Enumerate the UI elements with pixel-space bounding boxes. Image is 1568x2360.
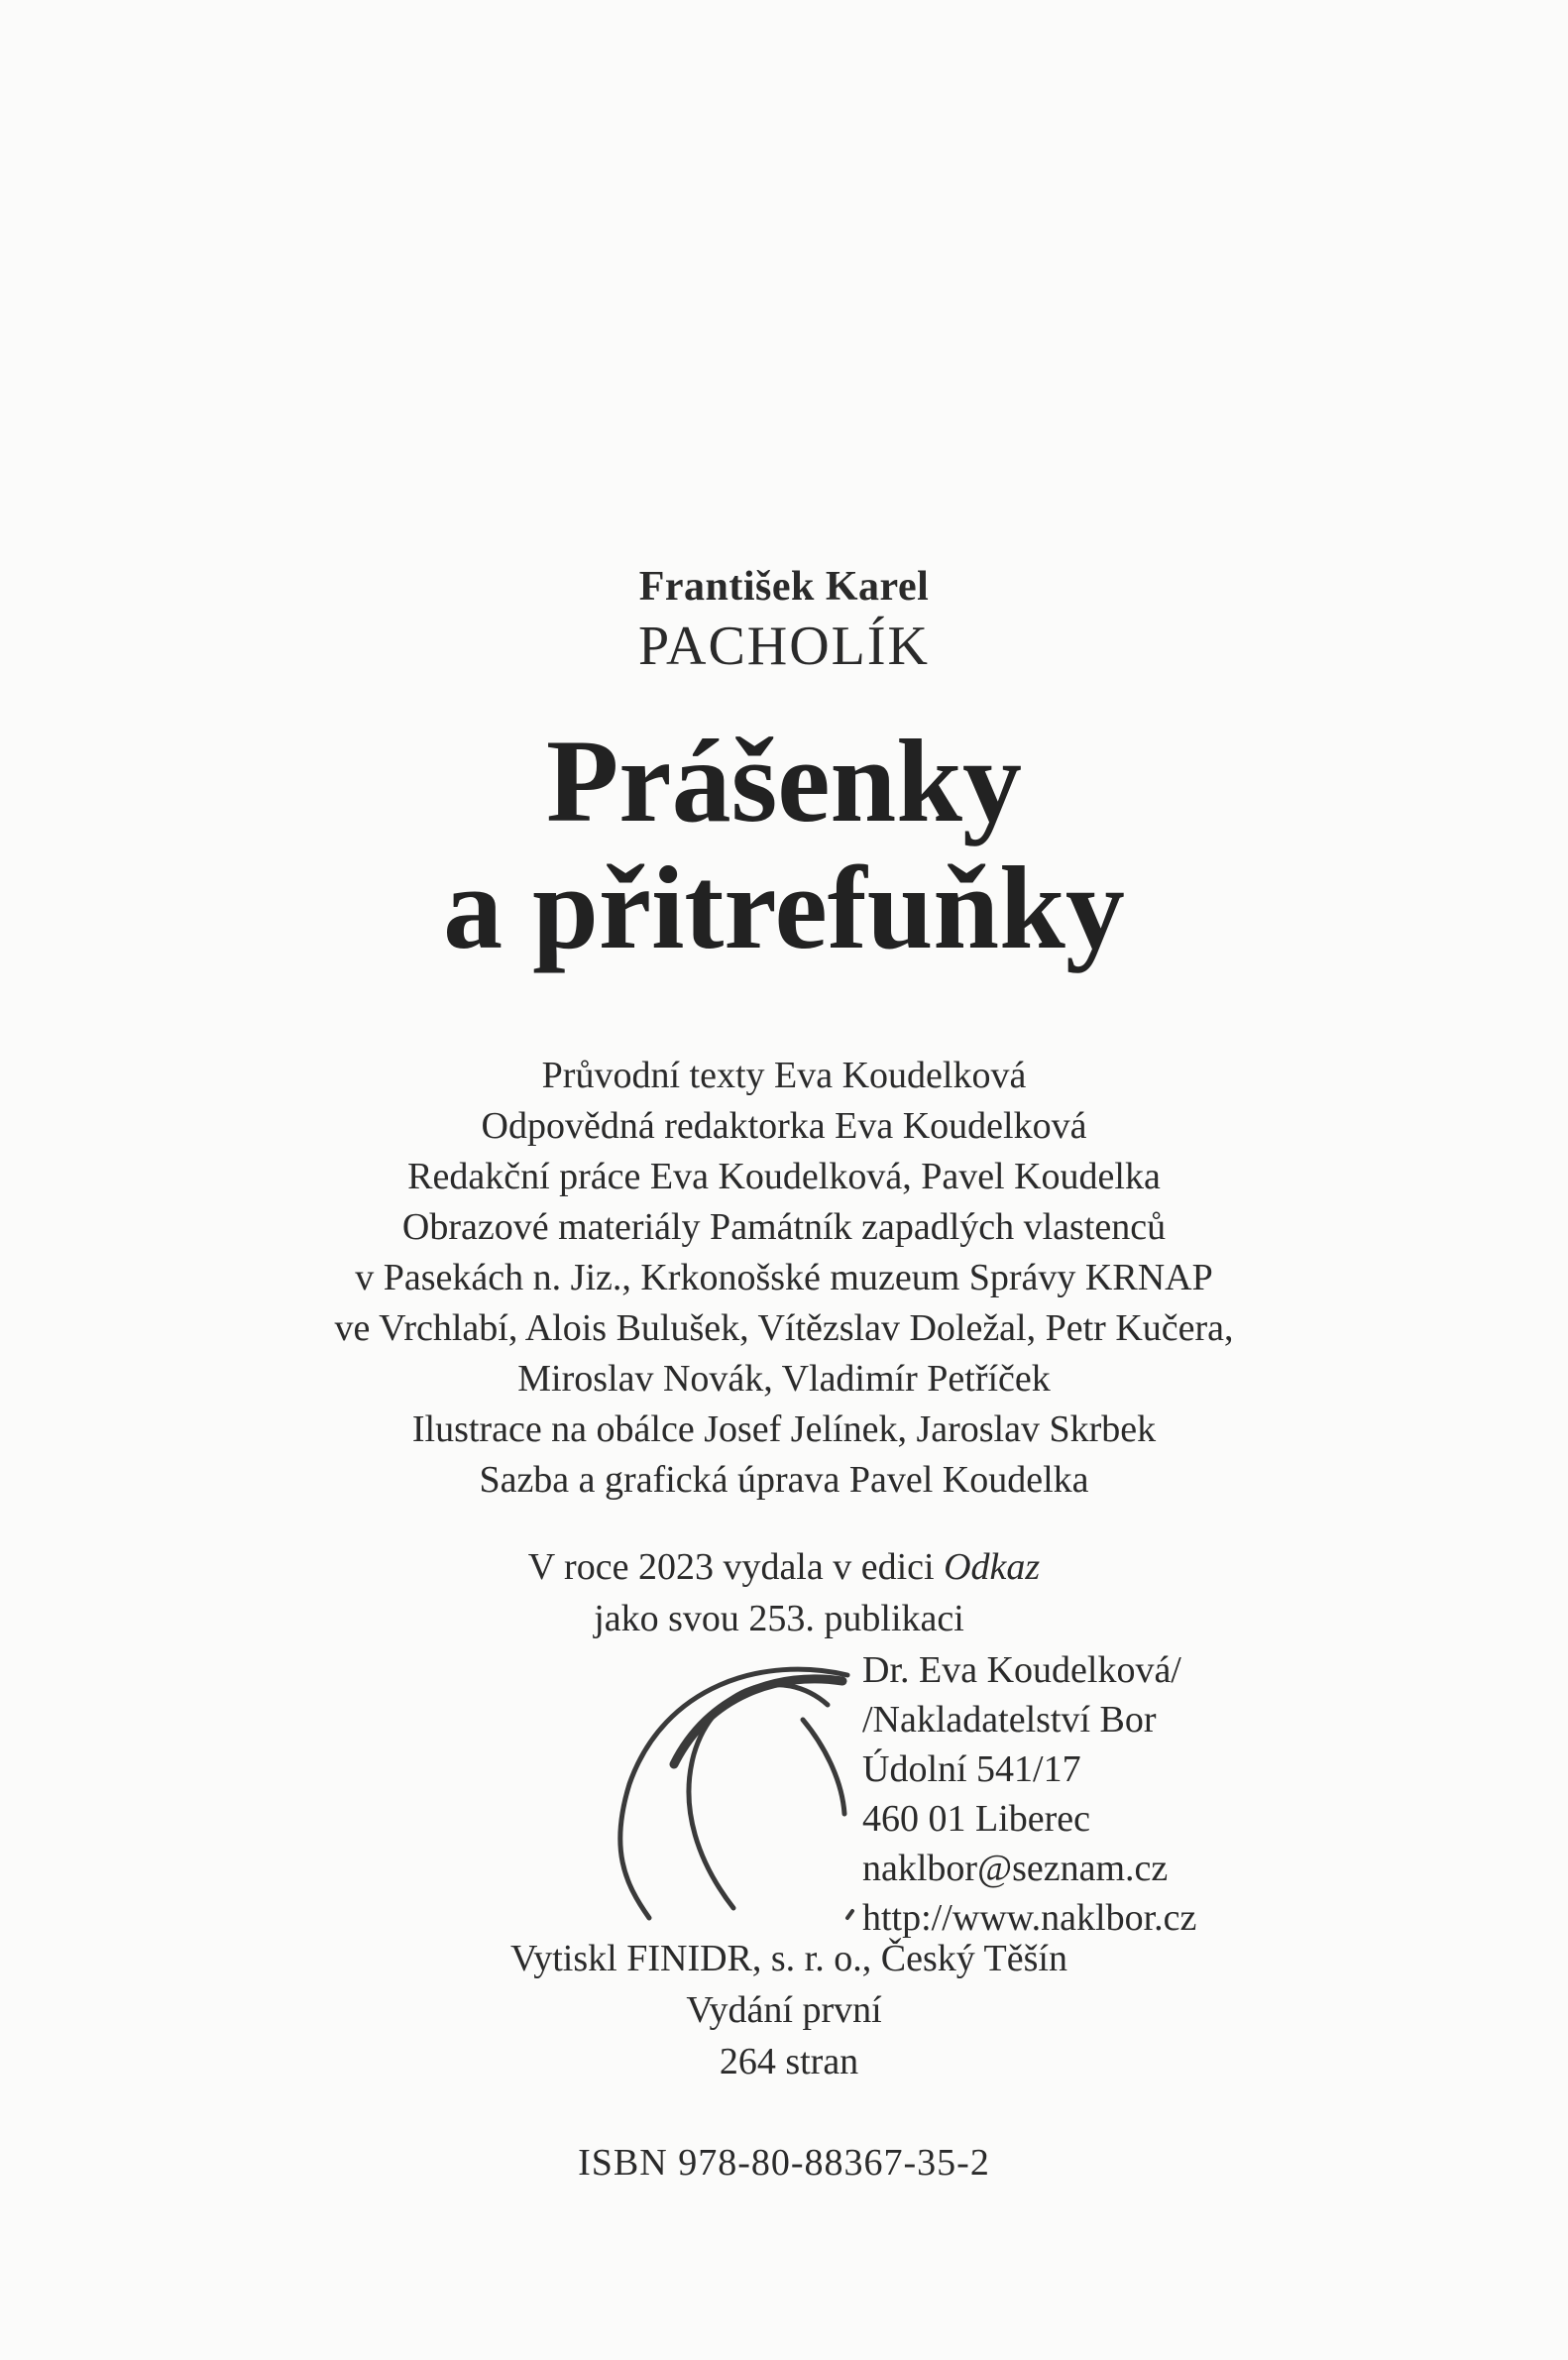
printer-info bbox=[0, 1933, 1568, 2087]
credit-line: Miroslav Novák, Vladimír Petříček bbox=[517, 1358, 1051, 1400]
edition-line-1 bbox=[0, 1541, 1568, 1593]
publisher-email: naklbor@seznam.cz bbox=[862, 1848, 1169, 1889]
publisher-line: 460 01 Liberec bbox=[862, 1798, 1091, 1840]
publisher-line: Dr. Eva Koudelková/ bbox=[862, 1649, 1181, 1691]
publisher-website: http://www.naklbor.cz bbox=[862, 1897, 1197, 1939]
edition-series-name: Odkaz bbox=[944, 1546, 1041, 1588]
author-first-name: František Karel bbox=[638, 564, 930, 610]
edition-prefix: V roce 2023 vydala v edici bbox=[527, 1546, 945, 1588]
publisher-line: /Nakladatelství Bor bbox=[862, 1699, 1157, 1741]
book-title-line-1: Prášenky bbox=[546, 715, 1022, 846]
edition-number: Vydání první bbox=[686, 1989, 882, 2031]
edition-line-2: jako svou 253. publikaci bbox=[594, 1598, 964, 1639]
credit-line: ve Vrchlabí, Alois Bulušek, Vítězslav Doležal, Petr Kučera, bbox=[334, 1307, 1234, 1349]
publisher-logo bbox=[605, 1645, 862, 1943]
credits-block bbox=[0, 1051, 1568, 1506]
isbn: ISBN 978-80-88367-35-2 bbox=[578, 2142, 990, 2184]
credit-line: Sazba a grafická úprava Pavel Koudelka bbox=[479, 1459, 1089, 1501]
credit-line: Obrazové materiály Památník zapadlých vlastenců bbox=[401, 1206, 1167, 1248]
page-count: 264 stran bbox=[719, 2041, 859, 2082]
credit-line: Průvodní texty Eva Koudelková bbox=[541, 1055, 1027, 1096]
book-title-line-2: a přitrefuňky bbox=[443, 842, 1125, 973]
credit-line: v Pasekách n. Jiz., Krkonošské muzeum Správy KRNAP bbox=[355, 1257, 1213, 1298]
publisher-line: Údolní 541/17 bbox=[862, 1748, 1081, 1790]
publisher-address bbox=[862, 1645, 1196, 1943]
credit-line: Odpovědná redaktorka Eva Koudelková bbox=[481, 1105, 1087, 1147]
author-last-name: PACHOLÍK bbox=[638, 616, 930, 677]
printed-by: Vytiskl FINIDR, s. r. o., Český Těšín bbox=[510, 1938, 1067, 1979]
credit-line: Redakční práce Eva Koudelková, Pavel Koudelka bbox=[407, 1156, 1161, 1197]
credit-line: Ilustrace na obálce Josef Jelínek, Jaroslav Skrbek bbox=[411, 1408, 1157, 1450]
edition-statement bbox=[0, 1541, 1568, 1644]
